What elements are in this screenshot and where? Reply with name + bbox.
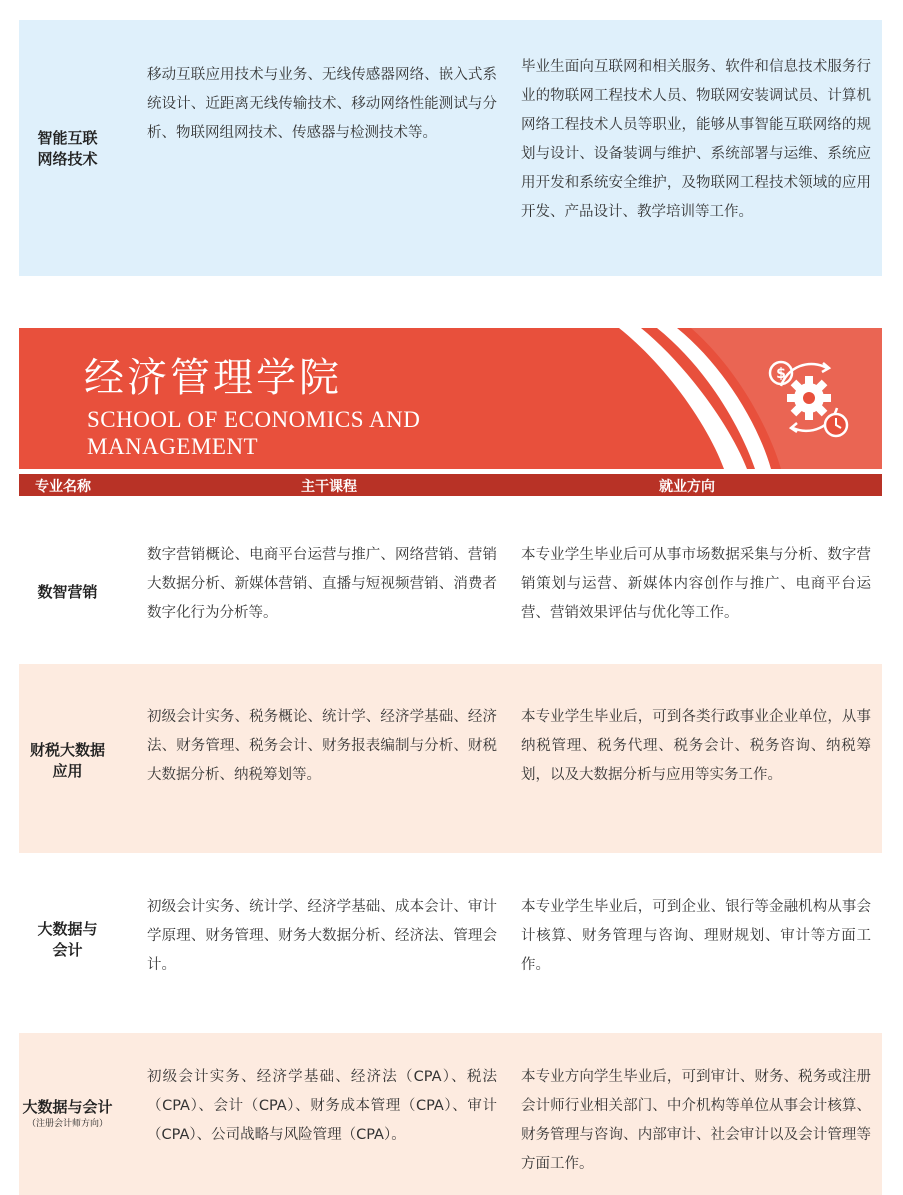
major-row — [19, 1033, 882, 1195]
major-name: 财税大数据 应用 — [29, 741, 105, 780]
school-banner — [19, 328, 882, 469]
column-header-courses: 主干课程 — [301, 479, 357, 495]
school-title-en-line1: SCHOOL OF ECONOMICS AND — [87, 407, 421, 432]
major-jobs: 本专业学生毕业后可从事市场数据采集与分析、数字营销策划与运营、新媒体内容创作与推广、电商平台运营、营销效果评估与优化等工作。 — [521, 547, 871, 621]
major-jobs: 本专业学生毕业后，可到企业、银行等金融机构从事会计核算、财务管理与咨询、理财规划、审计等方面工作。 — [521, 899, 871, 973]
school-title-cn: 经济管理学院 — [84, 355, 342, 401]
major-name: 数智营销 — [37, 583, 98, 601]
money-gear-clock-icon — [767, 356, 851, 440]
major-name-sub: （注册会计师方向） — [26, 1119, 108, 1129]
dollar-symbol: $ — [776, 366, 786, 382]
major-courses: 初级会计实务、统计学、经济学基础、成本会计、审计学原理、财务管理、财务大数据分析、经济法、管理会计。 — [147, 899, 497, 973]
major-courses: 移动互联应用技术与业务、无线传感器网络、嵌入式系统设计、近距离无线传输技术、移动网络性能测试与分析、物联网组网技术、传感器与检测技术等。 — [147, 67, 497, 141]
major-row-smart-network — [19, 20, 882, 276]
school-title-en-line2: MANAGEMENT — [87, 434, 259, 459]
column-header-name: 专业名称 — [35, 479, 91, 495]
school-title-en — [87, 406, 420, 460]
column-header-jobs: 就业方向 — [659, 479, 715, 495]
major-name-main: 大数据与会计 — [22, 1098, 113, 1116]
major-row — [19, 853, 882, 1033]
major-name: 大数据与 会计 — [37, 920, 98, 959]
major-courses: 数字营销概论、电商平台运营与推广、网络营销、营销大数据分析、新媒体营销、直播与短视频营销、消费者数字化行为分析等。 — [147, 547, 497, 621]
major-row — [19, 664, 882, 853]
major-jobs: 本专业学生毕业后，可到各类行政事业企业单位，从事纳税管理、税务代理、税务会计、税务咨询、纳税筹划，以及大数据分析与应用等实务工作。 — [521, 709, 871, 783]
major-jobs: 本专业方向学生毕业后，可到审计、财务、税务或注册会计师行业相关部门、中介机构等单位从事会计核算、财务管理与咨询、内部审计、社会审计以及会计管理等方面工作。 — [521, 1069, 871, 1172]
major-courses: 初级会计实务、税务概论、统计学、经济学基础、经济法、财务管理、税务会计、财务报表编制与分析、财税大数据分析、纳税筹划等。 — [147, 709, 497, 783]
major-row — [19, 497, 882, 664]
major-name: 智能互联 网络技术 — [37, 129, 98, 168]
major-jobs: 毕业生面向互联网和相关服务、软件和信息技术服务行业的物联网工程技术人员、物联网安装调试员、计算机网络工程技术人员等职业，能够从事智能互联网络的规划与设计、设备装调与维护、系统部署与运维、系统应用开发和系统安全维护，及物联网工程技术领域的应用开发、产品设计、教学培训等工作。 — [521, 59, 871, 220]
major-name — [19, 1097, 116, 1131]
table-header — [19, 474, 882, 496]
major-courses: 初级会计实务、经济学基础、经济法（CPA）、税法（CPA）、会计（CPA）、财务成本管理（CPA）、审计（CPA）、公司战略与风险管理（CPA）。 — [147, 1069, 497, 1143]
